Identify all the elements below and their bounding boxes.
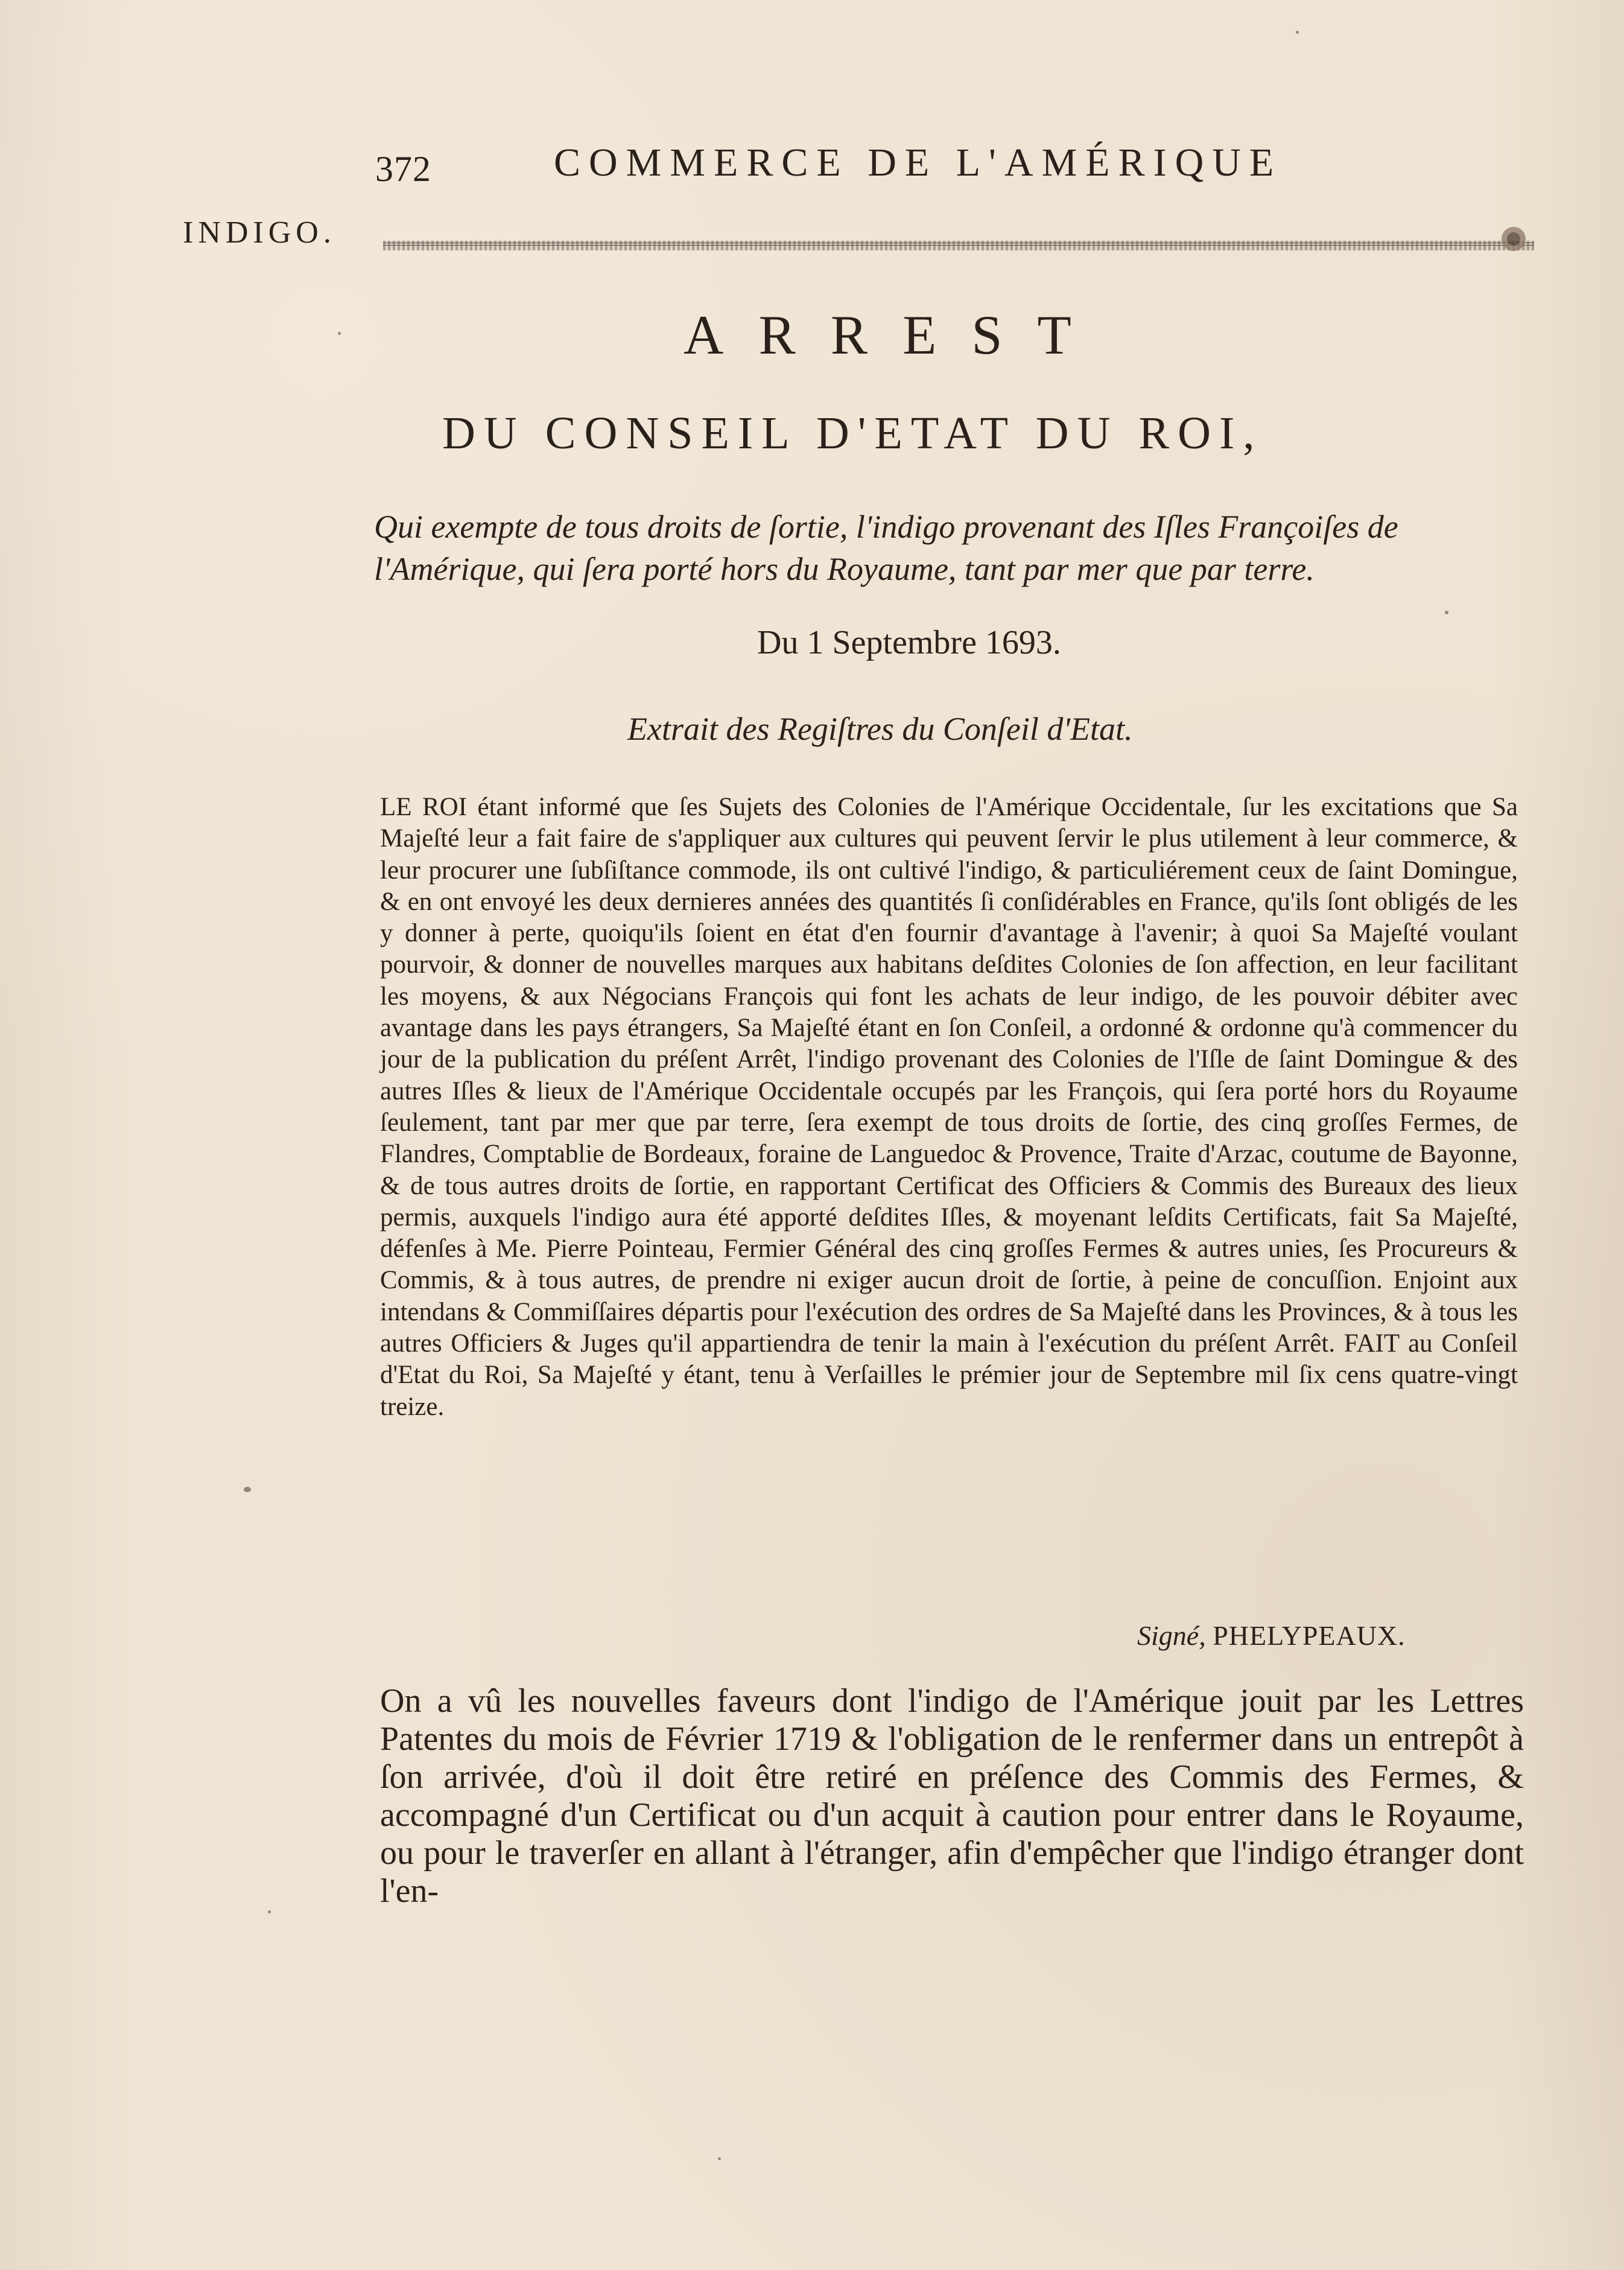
margin-title: INDIGO. <box>183 215 336 250</box>
decree-body: LE ROI étant informé que ſes Sujets des Colonies de l'Amérique Occidentale, ſur les excitations que Sa Majeſté leur a fait faire de s'appliquer aux cultures qui peuvent ſervir le plus utilement à leur commerce, & leur procurer une ſubſiſtance commode, ils ont cultivé l'indigo, & particuliérement ceux de ſaint Domingue, & en ont envoyé les deux dernieres années des quantités ſi conſidérables en France, qu'ils ſont obligés de les y donner à perte, quoiqu'ils ſoient en état d'en fournir d'avantage à l'avenir; à quoi Sa Majeſté voulant pourvoir, & donner de nouvelles marques aux habitans deſdites Colonies de ſon affection, en leur facilitant les moyens, & aux Négocians François qui font les achats de leur indigo, de les pouvoir débiter avec avantage dans les pays étrangers, Sa Majeſté étant en ſon Conſeil, a ordonné & ordonne qu'à commencer du jour de la publication du préſent Arrêt, l'indigo provenant des Colonies de l'Iſle de ſaint Domingue & des autres Iſles & lieux de l'Amérique Occidentale occupés par les François, qui ſera porté hors du Royaume ſeulement, tant par mer que par terre, ſera exempt de tous droits de ſortie, des cinq groſſes Fermes, de Flandres, Comptablie de Bordeaux, foraine de Languedoc & Provence, Traite d'Arzac, coutume de Bayonne, & de tous autres droits de ſortie, en rapportant Certificat des Officiers & Commis des Bureaux des lieux permis, auxquels l'indigo aura été apporté deſdites Iſles, & moyenant leſdits Certificats, fait Sa Majeſté, défenſes à Me. Pierre Pointeau, Fermier Général des cinq groſſes Fermes & autres unies, ſes Procureurs & Commis, & à tous autres, de prendre ni exiger aucun droit de ſortie, à peine de concuſſion. Enjoint aux intendans & Commiſſaires départis pour l'exécution des ordres de Sa Majeſté dans les Provinces, & à tous les autres Officiers & Juges qu'il appartiendra de tenir la main à l'exécution du préſent Arrêt. FAIT au Conſeil d'Etat du Roi, Sa Majeſté y étant, tenu à Verſailles le prémier jour de Septembre mil ſix cens quatre-vingt treize. <box>380 793 1518 1421</box>
signature-label: Signé, <box>1137 1620 1206 1651</box>
extract-line: Extrait des Regiſtres du Conſeil d'Etat. <box>627 711 1133 747</box>
paper-speck <box>718 2157 721 2160</box>
document-title: ARREST <box>684 304 1106 366</box>
rule-ornament <box>1495 220 1532 258</box>
signature-name: PHELYPEAUX. <box>1213 1620 1406 1651</box>
paper-speck <box>244 1487 251 1492</box>
intro-paragraph: Qui exempte de tous droits de ſortie, l'indigo provenant des Iſles Françoiſes de l'Amérique, qui ſera porté hors du Royaume, tant par mer que par terre. <box>374 509 1398 587</box>
footer-paragraph: On a vû les nouvelles faveurs dont l'indigo de l'Amérique jouit par les Lettres Patentes du mois de Février 1719 & l'obligation de le renfermer dans un entrepôt à ſon arrivée, d'où il doit être retiré en préſence des Commis des Fermes, & accompagné d'un Certificat ou d'un acquit à caution pour entrer dans le Royaume, ou pour le traverſer en allant à l'étranger, afin d'empêcher que l'indigo étranger dont l'en- <box>380 1682 1524 1910</box>
decorative-rule <box>383 241 1534 250</box>
paper-speck <box>268 1910 271 1913</box>
running-title: COMMERCE DE L'AMÉRIQUE <box>554 141 1283 185</box>
paper-speck <box>338 332 341 335</box>
paper-speck <box>1296 31 1299 34</box>
document-subtitle: DU CONSEIL D'ETAT DU ROI, <box>442 408 1263 459</box>
date-line: Du 1 Septembre 1693. <box>757 624 1061 661</box>
paper-speck <box>1445 611 1448 614</box>
page-number: 372 <box>375 149 431 189</box>
signature <box>1137 1620 1406 1652</box>
